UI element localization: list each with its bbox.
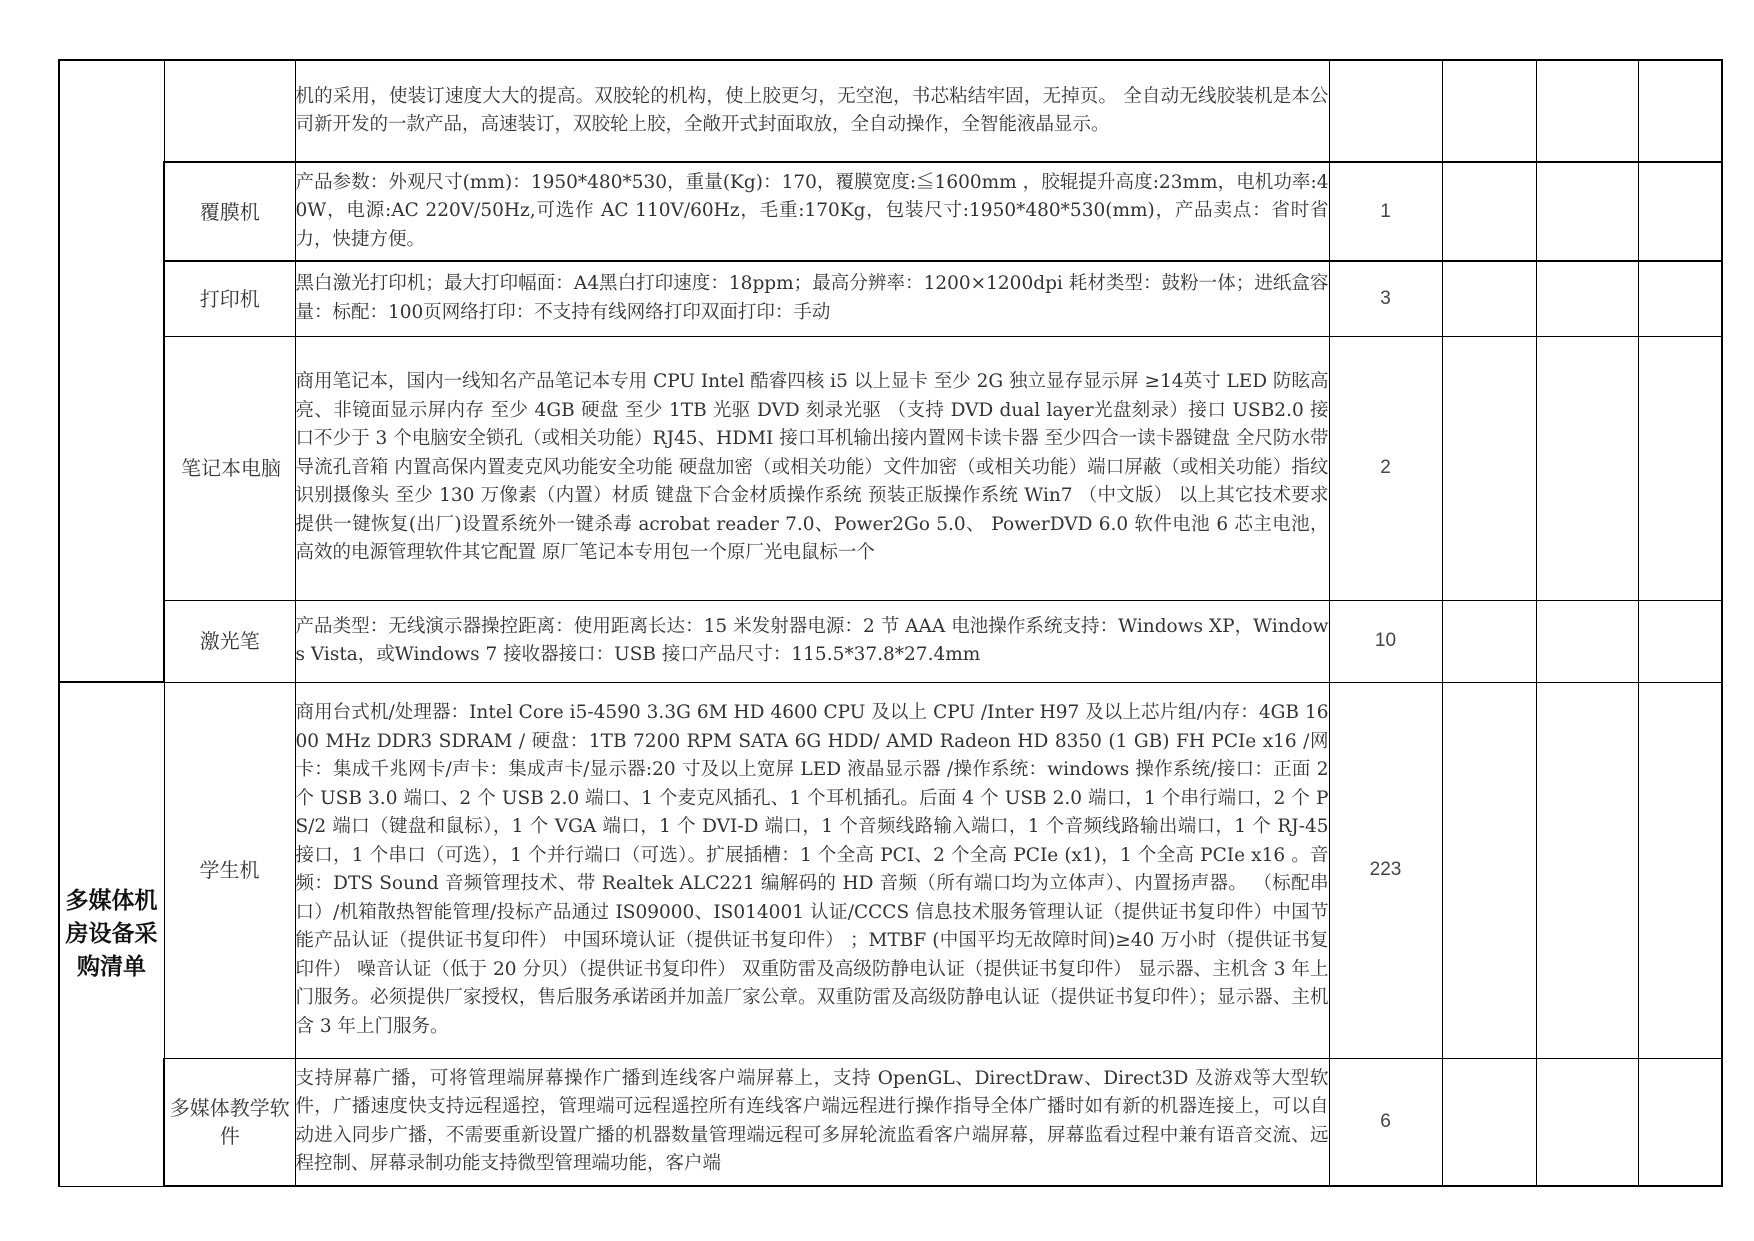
empty-cell [1638, 682, 1722, 1058]
item-name: 多媒体教学软件 [164, 1058, 295, 1186]
empty-cell [1442, 600, 1536, 682]
empty-cell [1536, 261, 1638, 336]
item-name: 学生机 [164, 682, 295, 1058]
item-quantity [1329, 60, 1442, 162]
table-row [59, 60, 1722, 162]
table-row [59, 336, 1722, 600]
empty-cell [1638, 162, 1722, 261]
item-quantity: 6 [1329, 1058, 1442, 1186]
item-spec: 黑白激光打印机；最大打印幅面：A4黑白打印速度：18ppm；最高分辨率：1200×1200dpi 耗材类型：鼓粉一体；进纸盒容量：标配：100页网络打印：不支持有线网络打印双面打印：手动 [295, 261, 1329, 336]
item-name: 打印机 [164, 261, 295, 336]
empty-cell [1536, 162, 1638, 261]
category-cell-empty [59, 60, 164, 682]
empty-cell [1638, 336, 1722, 600]
item-name [164, 60, 295, 162]
procurement-table [58, 59, 1723, 1187]
table-row [59, 162, 1722, 261]
empty-cell [1536, 600, 1638, 682]
item-spec: 商用笔记本，国内一线知名产品笔记本专用 CPU Intel 酷睿四核 i5 以上显卡 至少 2G 独立显存显示屏 ≥14英寸 LED 防眩高亮、非镜面显示屏内存 至少 4GB 硬盘 至少 1TB 光驱 DVD 刻录光驱 （支持 DVD dual layer光盘刻录）接口 USB2.0 接口不少于 3 个电脑安全锁孔（或相关功能）RJ45、HDMI 接口耳机输出接内置网卡读卡器 至少四合一读卡器键盘 全尺防水带导流孔音箱 内置高保内置麦克风功能安全功能 硬盘加密（或相关功能）文件加密（或相关功能）端口屏蔽（或相关功能）指纹识别摄像头 至少 130 万像素（内置）材质 键盘下合金材质操作系统 预装正版操作系统 Win7 （中文版） 以上其它技术要求 提供一键恢复(出厂)设置系统外一键杀毒 acrobat reader 7.0、Power2Go 5.0、 PowerDVD 6.0 软件电池 6 芯主电池，高效的电源管理软件其它配置 原厂笔记本专用包一个原厂光电鼠标一个 [295, 336, 1329, 600]
empty-cell [1442, 162, 1536, 261]
empty-cell [1442, 1058, 1536, 1186]
empty-cell [1536, 336, 1638, 600]
item-quantity: 10 [1329, 600, 1442, 682]
item-spec: 产品参数：外观尺寸(mm)：1950*480*530，重量(Kg)：170，覆膜宽度:≦1600mm ，胶辊提升高度:23mm，电机功率:40W，电源:AC 220V/50Hz,可选作 AC 110V/60Hz，毛重:170Kg，包装尺寸:1950*480*530(mm)，产品卖点：省时省力，快捷方便。 [295, 162, 1329, 261]
item-name: 笔记本电脑 [164, 336, 295, 600]
item-name: 激光笔 [164, 600, 295, 682]
category-label: 多媒体机房设备采购清单 [59, 682, 164, 1186]
item-spec: 产品类型：无线演示器操控距离：使用距离长达：15 米发射器电源：2 节 AAA 电池操作系统支持：Windows XP，Windows Vista，或Windows 7 接收器接口：USB 接口产品尺寸：115.5*37.8*27.4mm [295, 600, 1329, 682]
empty-cell [1638, 261, 1722, 336]
empty-cell [1536, 1058, 1638, 1186]
item-quantity: 2 [1329, 336, 1442, 600]
empty-cell [1442, 261, 1536, 336]
table-row [59, 682, 1722, 1058]
table-row [59, 1058, 1722, 1186]
empty-cell [1442, 60, 1536, 162]
item-spec: 商用台式机/处理器：Intel Core i5-4590 3.3G 6M HD 4600 CPU 及以上 CPU /Inter H97 及以上芯片组/内存：4GB 1600 MHz DDR3 SDRAM / 硬盘：1TB 7200 RPM SATA 6G HDD/ AMD Radeon HD 8350 (1 GB) FH PCIe x16 /网卡：集成千兆网卡/声卡：集成声卡/显示器:20 寸及以上宽屏 LED 液晶显示器 /操作系统：windows 操作系统/接口：正面 2 个 USB 3.0 端口、2 个 USB 2.0 端口、1 个麦克风插孔、1 个耳机插孔。后面 4 个 USB 2.0 端口，1 个串行端口，2 个 PS/2 端口（键盘和鼠标），1 个 VGA 端口，1 个 DVI-D 端口，1 个音频线路输入端口，1 个音频线路输出端口，1 个 RJ-45 接口，1 个串口（可选），1 个并行端口（可选）。扩展插槽：1 个全高 PCI、2 个全高 PCIe (x1)，1 个全高 PCIe x16 。音频：DTS Sound 音频管理技术、带 Realtek ALC221 编解码的 HD 音频（所有端口均为立体声）、内置扬声器。 （标配串口）/机箱散热智能管理/投标产品通过 IS09000、IS014001 认证/CCCS 信息技术服务管理认证（提供证书复印件）中国节能产品认证（提供证书复印件） 中国环境认证（提供证书复印件） ；MTBF (中国平均无故障时间)≥40 万小时（提供证书复印件） 噪音认证（低于 20 分贝）（提供证书复印件） 双重防雷及高级防静电认证（提供证书复印件） 显示器、主机含 3 年上门服务。必须提供厂家授权，售后服务承诺函并加盖厂家公章。双重防雷及高级防静电认证（提供证书复印件）；显示器、主机含 3 年上门服务。 [295, 682, 1329, 1058]
empty-cell [1442, 682, 1536, 1058]
item-quantity: 223 [1329, 682, 1442, 1058]
item-spec: 机的采用，使装订速度大大的提高。双胶轮的机构，使上胶更匀，无空泡，书芯粘结牢固，无掉页。 全自动无线胶装机是本公司新开发的一款产品，高速装订，双胶轮上胶，全敞开式封面取放，全自动操作，全智能液晶显示。 [295, 60, 1329, 162]
item-name: 覆膜机 [164, 162, 295, 261]
empty-cell [1536, 60, 1638, 162]
table-row [59, 261, 1722, 336]
empty-cell [1638, 600, 1722, 682]
empty-cell [1536, 682, 1638, 1058]
empty-cell [1638, 60, 1722, 162]
item-spec: 支持屏幕广播，可将管理端屏幕操作广播到连线客户端屏幕上，支持 OpenGL、DirectDraw、Direct3D 及游戏等大型软件，广播速度快支持远程遥控，管理端可远程遥控所有连线客户端远程进行操作指导全体广播时如有新的机器连接上，可以自动进入同步广播，不需要重新设置广播的机器数量管理端远程可多屏轮流监看客户端屏幕，屏幕监看过程中兼有语音交流、远程控制、屏幕录制功能支持微型管理端功能，客户端 [295, 1058, 1329, 1186]
item-quantity: 3 [1329, 261, 1442, 336]
table-row [59, 600, 1722, 682]
empty-cell [1638, 1058, 1722, 1186]
empty-cell [1442, 336, 1536, 600]
item-quantity: 1 [1329, 162, 1442, 261]
procurement-table-page [58, 59, 1721, 1185]
